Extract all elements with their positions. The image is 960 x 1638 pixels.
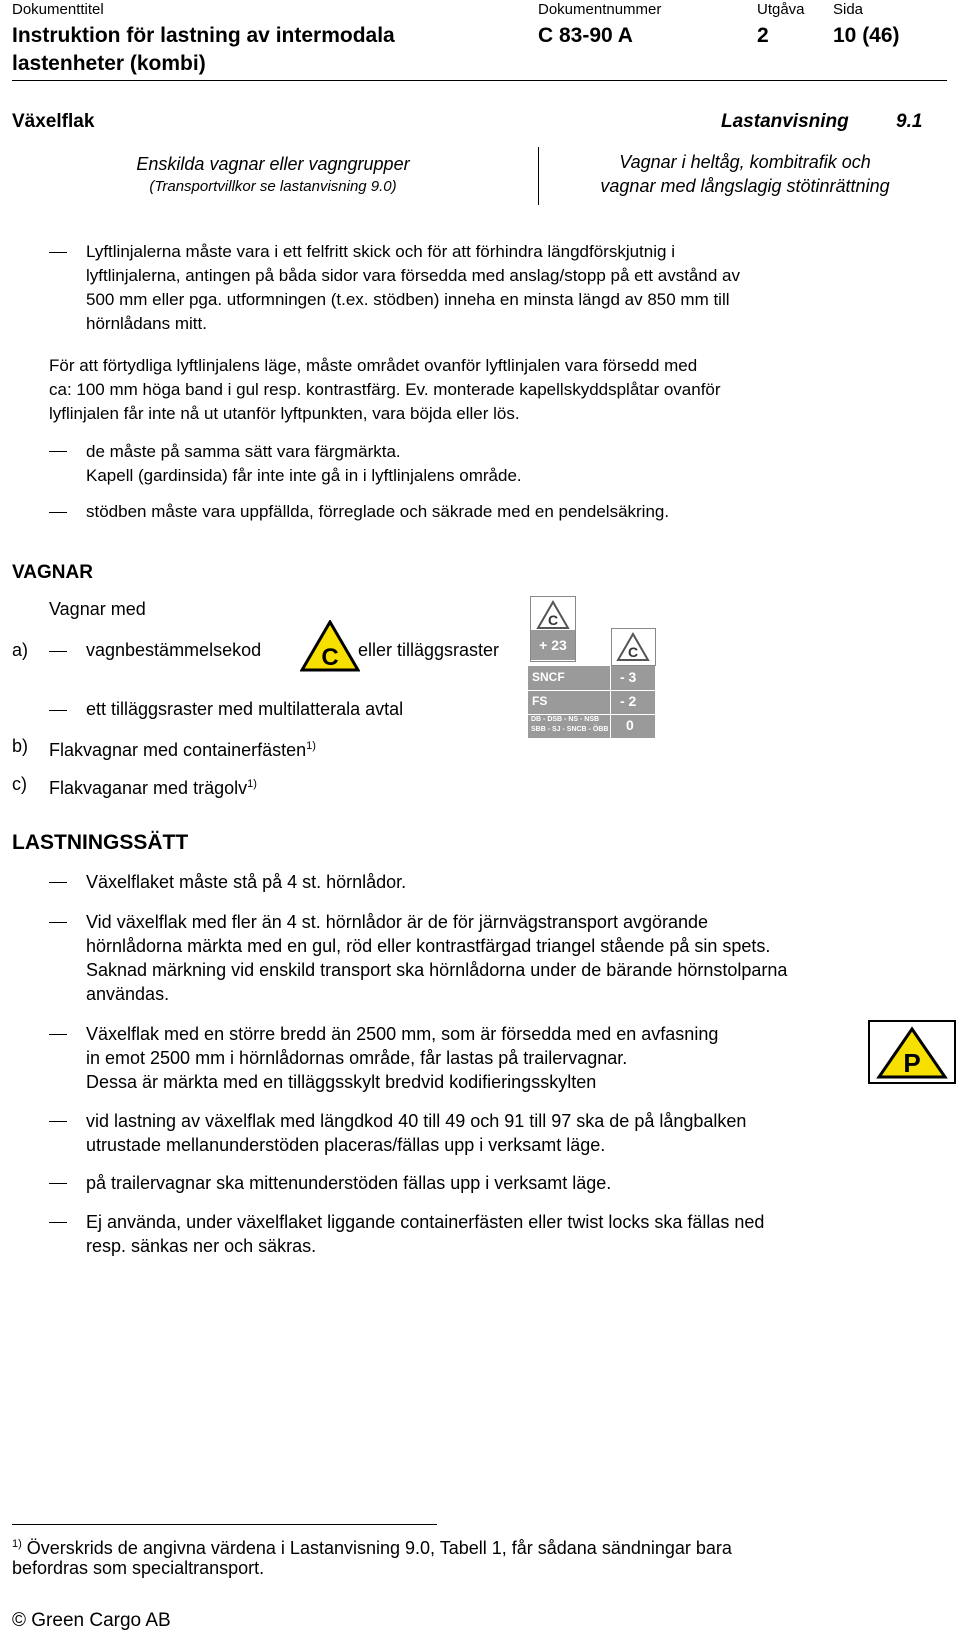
instruction-number: 9.1 — [896, 111, 923, 132]
lastning-b3-line3: Dessa är märkta med en tilläggsskylt bredvid kodifieringsskylten — [86, 1072, 597, 1092]
page-number: 10 (46) — [833, 24, 900, 47]
doc-number-label: Dokumentnummer — [538, 1, 662, 18]
footnote-line2: befordras som specialtransport. — [12, 1558, 265, 1578]
lastning-b1: Växelflaket måste stå på 4 st. hörnlådor. — [86, 872, 407, 892]
code-c-triangle-icon — [300, 620, 360, 672]
vagnar-heading: VAGNAR — [12, 562, 93, 583]
intro-bullet1-line2: lyftlinjalerna, antingen på båda sidor vara försedda med anslag/stopp på ett avstånd av — [86, 266, 740, 285]
lastning-b2-line1: Vid växelflak med fler än 4 st. hörnlådor är de för järnvägstransport avgörande — [86, 912, 709, 932]
footer-copyright: © Green Cargo AB — [12, 1610, 171, 1631]
raster-2-row: SNCF - 3 — [528, 666, 655, 691]
lastning-b6-line1: Ej använda, under växelflaket liggande containerfästen eller twist locks ska fällas ned — [86, 1212, 765, 1232]
lastning-heading: LASTNINGSSÄTT — [12, 831, 189, 854]
vagnar-a-text: vagnbestämmelsekod — [86, 640, 262, 660]
intro-para-line1: För att förtydliga lyftlinjalens läge, måste området ovanför lyftlinjalen vara försedd med — [49, 356, 698, 375]
raster-2-row: FS - 2 — [528, 690, 655, 715]
p-triangle-icon — [876, 1026, 948, 1080]
footnote-mark: 1) — [12, 1538, 22, 1550]
doc-title-label: Dokumenttitel — [12, 1, 104, 18]
bullet-dash — [49, 1121, 67, 1122]
page-label: Sida — [833, 1, 864, 18]
lastning-b3-line1: Växelflak med en större bredd än 2500 mm, som är försedda med en avfasning — [86, 1024, 719, 1044]
intro-para-line3: lyflinjalen får inte nå ut utanför lyftpunkten, vara böjda eller lös. — [49, 404, 520, 423]
bullet-dash — [49, 1034, 67, 1035]
lastning-b6-line2: resp. sänkas ner och säkras. — [86, 1236, 317, 1256]
scope-left-line2: (Transportvillkor se lastanvisning 9.0) — [149, 178, 397, 195]
footnote-line1: Överskrids de angivna värdena i Lastanvisning 9.0, Tabell 1, får sådana sändningar bara — [26, 1538, 732, 1558]
intro-bullet3: stödben måste vara uppfällda, förreglade och säkrade med en pendelsäkring. — [86, 502, 670, 521]
scope-left-line1: Enskilda vagnar eller vagngrupper — [136, 154, 410, 174]
vagnar-b-item — [49, 734, 316, 762]
raster-1-triangle-icon — [536, 600, 570, 630]
footnote-rule — [12, 1524, 437, 1525]
bullet-dash — [49, 710, 67, 711]
intro-bullet2-line1: de måste på samma sätt vara färgmärkta. — [86, 442, 401, 461]
scope-right-line1: Vagnar i heltåg, kombitrafik och — [619, 152, 871, 172]
svg-text:C: C — [627, 644, 639, 660]
bullet-dash — [49, 512, 67, 513]
intro-bullet1-line3: 500 mm eller pga. utformningen (t.ex. stödben) inneha en minsta längd av 850 mm till — [86, 290, 730, 309]
lastning-b4-line1: vid lastning av växelflak med längdkod 40 till 49 och 91 till 97 ska de på långbalken — [86, 1111, 747, 1131]
doc-title-line2: lastenheter (kombi) — [12, 52, 206, 75]
lastning-b4-line2: utrustade mellanunderstöden placeras/fällas upp i verksamt läge. — [86, 1135, 606, 1155]
bullet-dash — [49, 252, 67, 253]
intro-bullet2-line2: Kapell (gardinsida) får inte inte gå in i lyftlinjalens område. — [86, 466, 522, 485]
section-title: Växelflak — [12, 111, 95, 132]
intro-para-line2: ca: 100 mm höga band i gul resp. kontrastfärg. Ev. monterade kapellskyddsplåtar ovanför — [49, 380, 721, 399]
vagnar-c-item — [49, 772, 257, 800]
doc-title-line1: Instruktion för lastning av intermodala — [12, 24, 395, 47]
vagnar-c-text: Flakvaganar med trägolv — [49, 778, 248, 798]
edition: 2 — [757, 24, 769, 47]
bullet-dash — [49, 882, 67, 883]
vagnar-intro: Vagnar med — [49, 599, 146, 619]
raster-2-triangle-icon — [616, 632, 650, 662]
vagnar-a-sub: ett tilläggsraster med multilatterala avtal — [86, 699, 404, 719]
footnote-ref: 1) — [306, 740, 316, 752]
lastning-b2-line4: användas. — [86, 984, 170, 1004]
vagnar-c-label: c) — [12, 774, 27, 794]
bullet-dash — [49, 1183, 67, 1184]
svg-text:C: C — [547, 612, 559, 628]
lastning-b3-line2: in emot 2500 mm i hörnlådornas område, får lastas på trailervagnar. — [86, 1048, 628, 1068]
doc-number: C 83-90 A — [538, 24, 633, 47]
scope-divider — [538, 147, 539, 205]
bullet-dash — [49, 451, 67, 452]
raster-sign-2 — [528, 628, 655, 738]
vagnar-b-label: b) — [12, 736, 29, 756]
p-sign — [868, 1020, 956, 1084]
footnote-ref: 1) — [247, 778, 257, 790]
instruction-label: Lastanvisning — [721, 111, 849, 132]
edition-label: Utgåva — [757, 1, 805, 18]
lastning-b2-line2: hörnlådorna märkta med en gul, röd eller kontrastfärgad triangel stående på sin spets. — [86, 936, 771, 956]
intro-bullet1-line4: hörnlådans mitt. — [86, 314, 207, 333]
bullet-dash — [49, 1222, 67, 1223]
bullet-dash — [49, 922, 67, 923]
vagnar-a-or: eller tilläggsraster — [358, 640, 500, 660]
bullet-dash — [49, 651, 67, 652]
intro-bullet1-line1: Lyftlinjalerna måste vara i ett felfritt skick och för att förhindra längdförskjutnig i — [86, 242, 675, 261]
raster-1-value: + 23 — [539, 637, 567, 653]
header-rule — [12, 80, 947, 81]
lastning-b5: på trailervagnar ska mittenunderstöden fällas upp i verksamt läge. — [86, 1173, 612, 1193]
lastning-b2-line3: Saknad märkning vid enskild transport ska hörnlådorna under de bärande hörnstolparna — [86, 960, 788, 980]
scope-right-line2: vagnar med långslagig stötinrättning — [600, 176, 890, 196]
vagnar-a-label: a) — [12, 640, 29, 660]
code-c-letter: C — [321, 644, 339, 671]
p-letter: P — [903, 1048, 921, 1078]
raster-2-row: DB - DSB - NS - NSB SBB - SJ - SNCB - ÖBB 0 — [531, 716, 634, 733]
vagnar-b-text: Flakvagnar med containerfästen — [49, 740, 307, 760]
